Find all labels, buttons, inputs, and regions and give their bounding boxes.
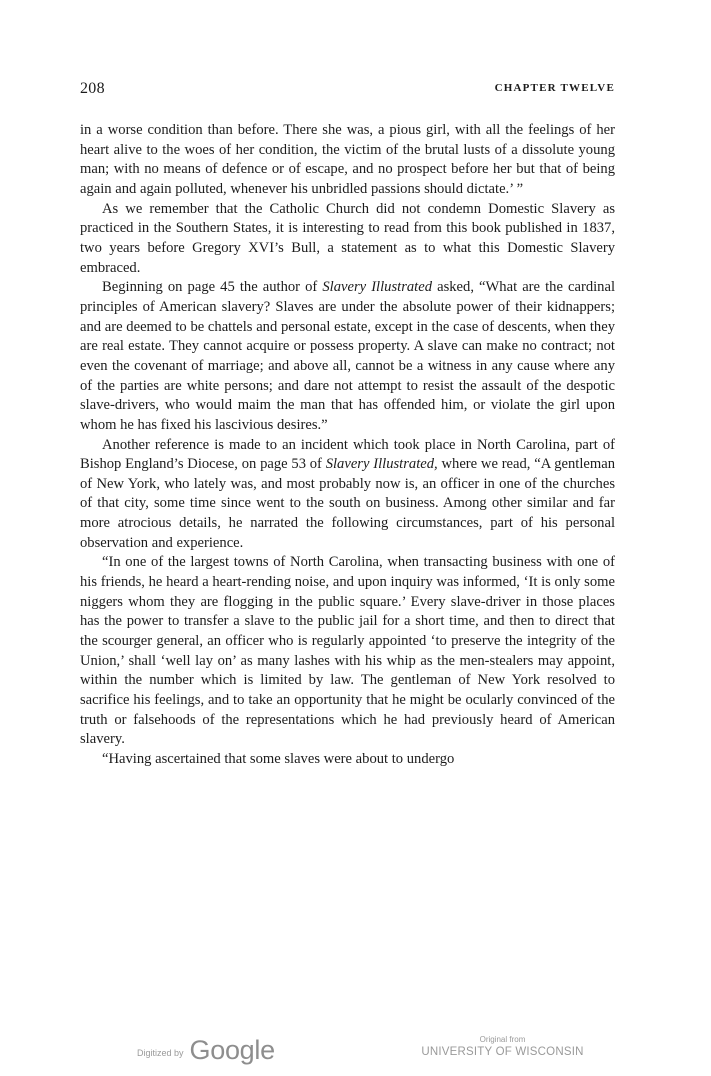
institution-name: UNIVERSITY OF WISCONSIN: [421, 1046, 584, 1058]
google-logo: Google: [189, 1034, 275, 1065]
body-paragraph: [80, 750, 615, 770]
running-head: [80, 80, 615, 100]
body-paragraph: [80, 200, 615, 279]
original-from-label: Original from: [479, 1035, 526, 1044]
paragraph-text: in a worse condition than before. There she was, a pious girl, with all the feelings of her heart alive to the woes of her condition, the victim of the brutal lusts of a dissolute young man; with no means of defence or of escape, and no prospect before her but that of being again and again polluted, whenever his unbridled passions should dictate.’ ”: [80, 122, 615, 197]
paragraph-text: “Having ascertained that some slaves were about to undergo: [102, 751, 455, 767]
book-title-italic: Slavery Illustrated,: [325, 456, 438, 473]
book-title-italic: Slavery Illustrated: [322, 279, 433, 296]
body-paragraph: [80, 121, 615, 200]
digitized-by-google-mark: [137, 1034, 275, 1066]
body-paragraph: [80, 553, 615, 750]
paragraph-text: where we read, “A gentleman of New York, who lately was, and most probably now is, an officer in one of the churches of that city, some time since went to the south on business. Among other similar and far more atrocious details, he narrated the following circumstances, part of his personal observation and experience.: [80, 456, 615, 551]
paragraph-text: Another reference is made to an incident which took place in North Carolina, part of Bishop England’s Diocese, on page 53 of: [80, 436, 615, 473]
page-number: 208: [80, 80, 105, 97]
paragraph-text: Beginning on page 45 the author of: [102, 279, 323, 296]
paragraph-text: As we remember that the Catholic Church did not condemn Domestic Slavery as practiced in the Southern States, it is interesting to read from this book published in 1837, two years before Gregory XVI’s Bull, a statement as to what this Domestic Slavery embraced.: [80, 200, 615, 276]
body-paragraph: [80, 278, 615, 435]
chapter-title: CHAPTER TWELVE: [494, 82, 615, 94]
body-paragraph: [80, 436, 615, 554]
original-source-mark: [420, 1035, 585, 1059]
paragraph-text: asked, “What are the cardinal principles of American slavery? Slaves are under the absolute power of their kidnappers; and are deemed to be chattels and personal estate, except in the case of descents, when they are real estate. They cannot acquire or possess property. A slave can make no contract; not even the covenant of marriage; and above all, cannot be a witness in any cause where any of the parties are white persons; and dare not attempt to resist the assault of the despotic slave-drivers, who would maim the man that has offended him, or violate the girl upon whom he has fixed his lascivious desires.”: [80, 279, 615, 433]
body-text: [80, 121, 615, 770]
digitized-by-label: Digitized by: [137, 1048, 184, 1058]
paragraph-text: “In one of the largest towns of North Carolina, when transacting business with one of his friends, he heard a heart-rending noise, and upon inquiry was informed, ‘It is only some niggers whom they are flogging in the public square.’ Every slave-driver in those places has the power to transfer a slave to the public jail for a short time, and then to direct that the scourger general, an officer who is regularly appointed ‘to preserve the integrity of the Union,’ shall ‘well lay on’ as many lashes with his whip as the men-stealers may appoint, within the number which is limited by law. The gentleman of New York resolved to sacrifice his feelings, and to take an opportunity that he might be ocularly convinced of the truth or falsehoods of the representations which he had previously heard of American slavery.: [80, 554, 615, 748]
